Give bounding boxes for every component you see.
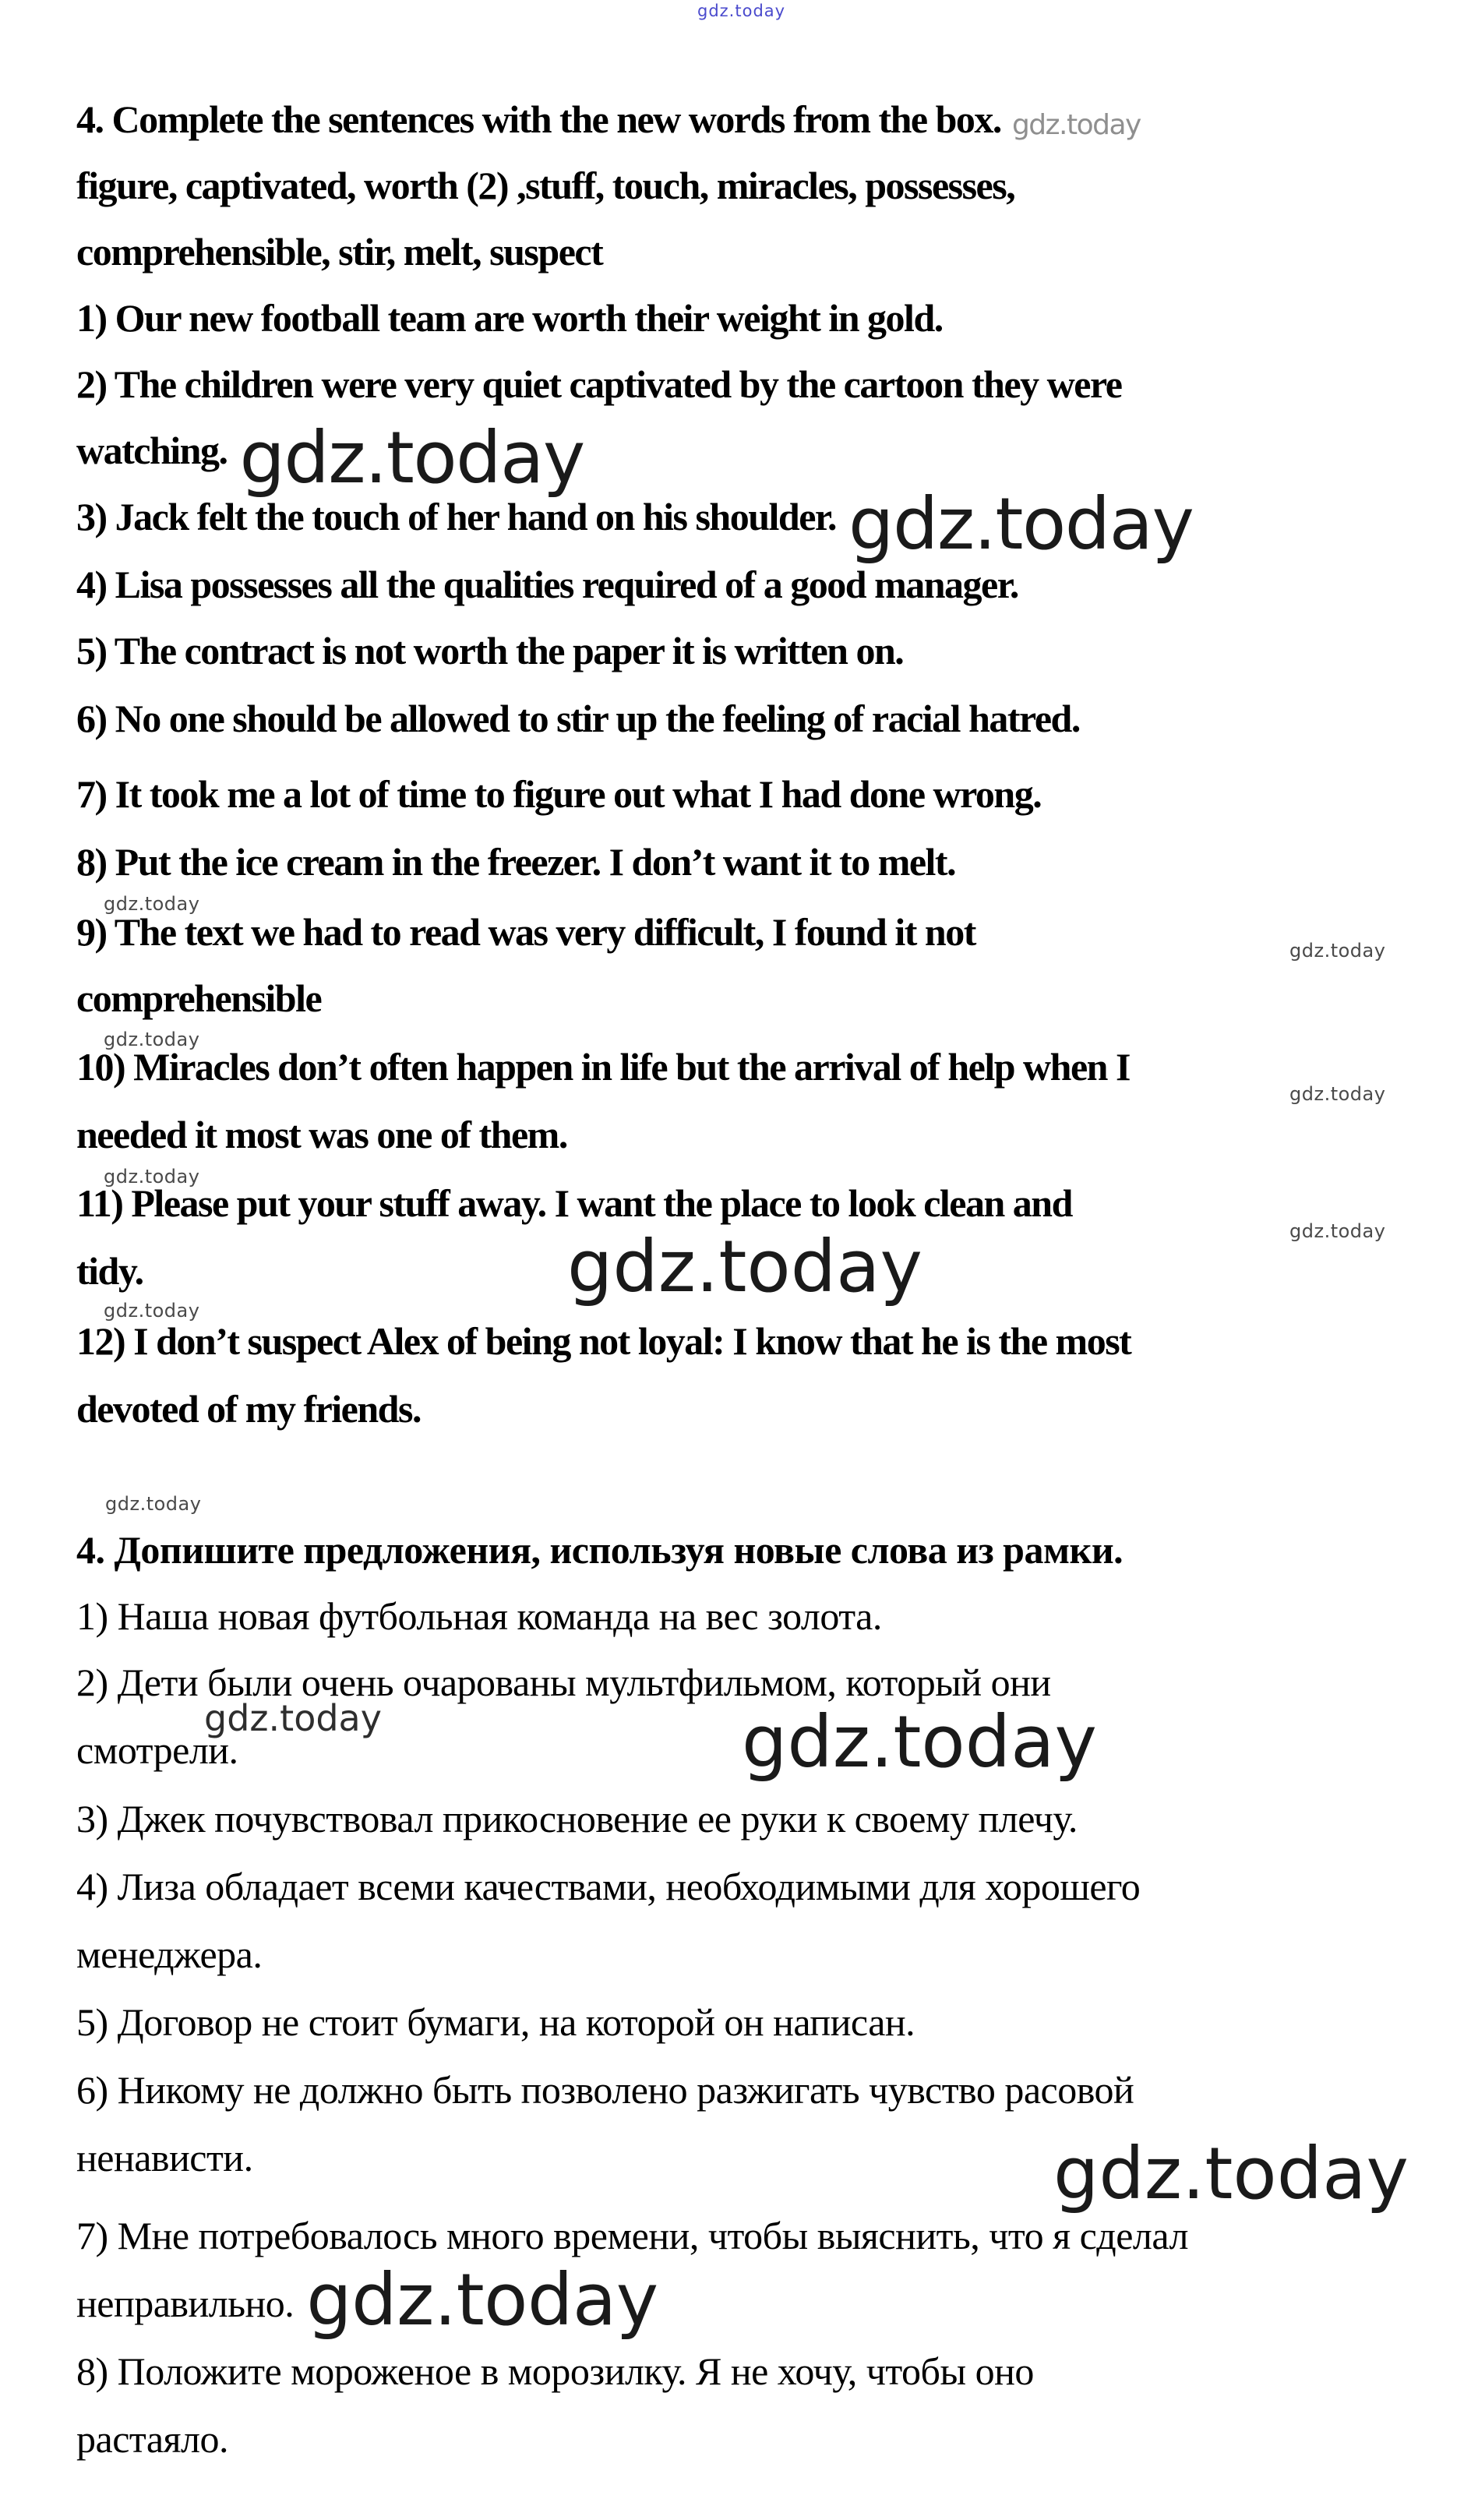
- ru-sentence-text: неправильно.: [76, 2282, 295, 2325]
- site-watermark-top: gdz.today: [697, 2, 786, 20]
- ru-sentence-line: 5) Договор не стоит бумаги, на которой он написан.: [76, 2000, 915, 2044]
- watermark-small: gdz.today: [1289, 940, 1386, 962]
- ru-sentence-line: 2) Дети были очень очарованы мультфильмом, который они: [76, 1661, 1051, 1704]
- watermark-medium: gdz.today: [204, 1697, 382, 1739]
- en-sentence-line: [76, 482, 1194, 566]
- en-sentence-text: watching.: [76, 429, 228, 472]
- en-sentence-line: devoted of my friends.: [76, 1387, 421, 1431]
- watermark-large-center: gdz.today: [567, 1225, 922, 1308]
- ru-sentence-line: ненависти.: [76, 2136, 253, 2179]
- en-sentence-line: [76, 416, 584, 499]
- watermark-inline-gray: gdz.today: [1011, 109, 1141, 141]
- watermark-inline-large: gdz.today: [306, 2258, 658, 2342]
- watermark-large-right: gdz.today: [1053, 2132, 1409, 2215]
- watermark-small: gdz.today: [104, 1166, 200, 1188]
- en-sentence-line: 8) Put the ice cream in the freezer. I don’t want it to melt.: [76, 840, 956, 884]
- en-sentence-line: 11) Please put your stuff away. I want the place to look clean and: [76, 1181, 1072, 1225]
- watermark-small: gdz.today: [1289, 1220, 1386, 1242]
- en-sentence-line: 12) I don’t suspect Alex of being not loyal: I know that he is the most: [76, 1319, 1131, 1363]
- ru-sentence-line: растаяло.: [76, 2417, 228, 2461]
- en-sentence-line: 7) It took me a lot of time to figure out what I had done wrong.: [76, 772, 1042, 816]
- en-sentence-line: 1) Our new football team are worth their weight in gold.: [76, 296, 943, 340]
- watermark-small: gdz.today: [104, 1029, 200, 1050]
- en-sentence-line: needed it most was one of them.: [76, 1113, 567, 1156]
- en-sentence-line: tidy.: [76, 1249, 143, 1293]
- ru-sentence-line: [76, 2258, 658, 2342]
- ru-heading: 4. Допишите предложения, используя новые слова из рамки.: [76, 1528, 1124, 1572]
- watermark-small: gdz.today: [104, 1300, 200, 1322]
- en-sentence-line: 5) The contract is not worth the paper it is written on.: [76, 629, 904, 672]
- en-sentence-line: 6) No one should be allowed to stir up the feeling of racial hatred.: [76, 697, 1080, 740]
- watermark-small: gdz.today: [1289, 1083, 1386, 1105]
- ru-sentence-line: менеджера.: [76, 1932, 263, 1976]
- en-sentence-line: 4) Lisa possesses all the qualities required of a good manager.: [76, 563, 1018, 606]
- en-wordbox-line-1: figure, captivated, worth (2) ,stuff, touch, miracles, possesses,: [76, 164, 1015, 207]
- ru-sentence-line: 3) Джек почувствовал прикосновение ее руки к своему плечу.: [76, 1797, 1078, 1841]
- ru-sentence-line: 8) Положите мороженое в морозилку. Я не хочу, чтобы оно: [76, 2349, 1034, 2393]
- ru-sentence-line: 7) Мне потребовалось много времени, чтобы выяснить, что я сделал: [76, 2214, 1188, 2257]
- en-heading-text: 4. Complete the sentences with the new words from the box.: [76, 97, 1001, 141]
- en-sentence-line: 2) The children were very quiet captivated by the cartoon they were: [76, 362, 1122, 406]
- watermark-large-center: gdz.today: [742, 1700, 1097, 1784]
- en-sentence-line: 9) The text we had to read was very difficult, I found it not: [76, 910, 975, 954]
- en-sentence-line: 10) Miracles don’t often happen in life but the arrival of help when I: [76, 1045, 1130, 1089]
- watermark-small: gdz.today: [105, 1493, 202, 1515]
- watermark-inline-large: gdz.today: [239, 416, 584, 499]
- ru-sentence-line: смотрели.: [76, 1728, 238, 1772]
- en-wordbox-line-2: comprehensible, stir, melt, suspect: [76, 230, 603, 274]
- watermark-small: gdz.today: [104, 893, 200, 915]
- en-heading: [76, 95, 1141, 143]
- ru-sentence-line: 4) Лиза обладает всеми качествами, необходимыми для хорошего: [76, 1865, 1141, 1908]
- ru-sentence-line: 6) Никому не должно быть позволено разжигать чувство расовой: [76, 2068, 1134, 2112]
- en-sentence-text: 3) Jack felt the touch of her hand on his shoulder.: [76, 495, 837, 538]
- en-sentence-line: comprehensible: [76, 976, 322, 1020]
- ru-sentence-line: 1) Наша новая футбольная команда на вес золота.: [76, 1594, 882, 1638]
- watermark-inline-large: gdz.today: [848, 482, 1194, 566]
